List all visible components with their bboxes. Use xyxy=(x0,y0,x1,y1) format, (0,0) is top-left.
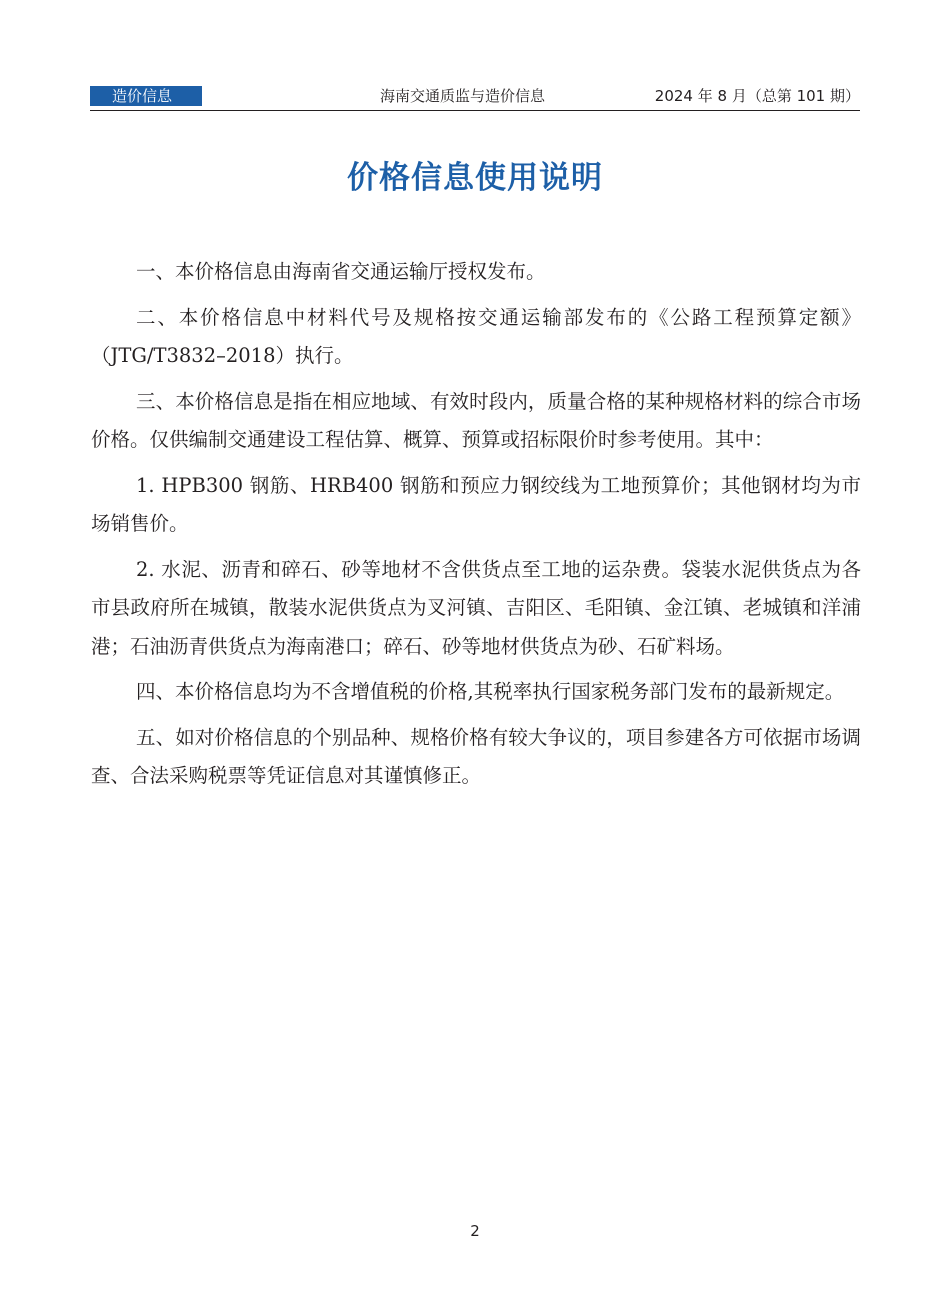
body-text xyxy=(91,253,861,803)
paragraph-6: 四、本价格信息均为不含增值税的价格,其税率执行国家税务部门发布的最新规定。 xyxy=(136,680,845,703)
paragraph-7: 五、如对价格信息的个别品种、规格价格有较大争议的，项目参建各方可依据市场调查、合法采购税票等凭证信息对其谨慎修正。 xyxy=(91,725,861,787)
page-title: 价格信息使用说明 xyxy=(347,160,603,196)
paragraph-1: 一、本价格信息由海南省交通运输厅授权发布。 xyxy=(136,260,546,283)
paragraph-2: 二、本价格信息中材料代号及规格按交通运输部发布的《公路工程预算定额》（JTG/T3832–2018）执行。 xyxy=(91,305,861,367)
issue-info: 2024 年 8 月（总第 101 期） xyxy=(654,87,860,105)
section-tag: 造价信息 xyxy=(90,86,202,106)
page-header xyxy=(90,86,860,112)
paragraph-3: 三、本价格信息是指在相应地域、有效时段内，质量合格的某种规格材料的综合市场价格。仅供编制交通建设工程估算、概算、预算或招标限价时参考使用。其中： xyxy=(91,389,861,451)
header-rule xyxy=(90,110,860,111)
paragraph-5: 2. 水泥、沥青和碎石、砂等地材不含供货点至工地的运杂费。袋装水泥供货点为各市县政府所在城镇，散装水泥供货点为叉河镇、吉阳区、毛阳镇、金江镇、老城镇和洋浦港；石油沥青供货点为海南港口；碎石、砂等地材供货点为砂、石矿料场。 xyxy=(91,557,861,658)
page-number: 2 xyxy=(470,1222,480,1240)
publication-name: 海南交通质监与造价信息 xyxy=(380,87,546,105)
paragraph-4: 1. HPB300 钢筋、HRB400 钢筋和预应力钢绞线为工地预算价；其他钢材均为市场销售价。 xyxy=(91,473,861,535)
